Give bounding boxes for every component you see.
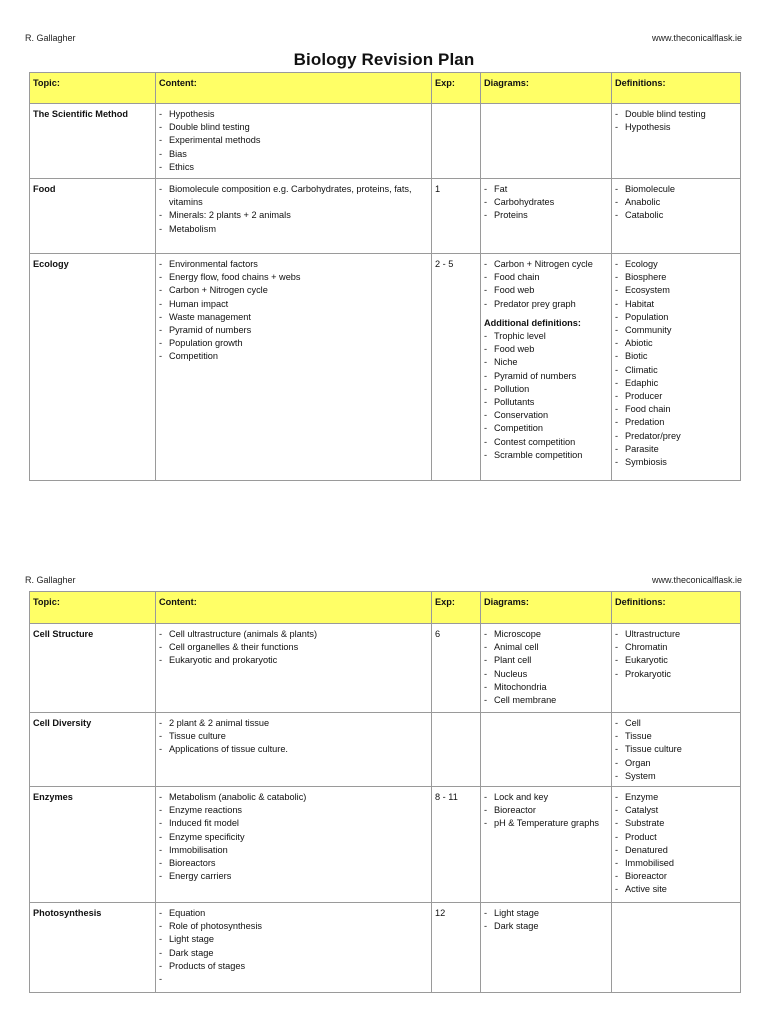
list-item: - Biomolecule	[615, 183, 737, 196]
col-header-definitions: Definitions:	[612, 73, 741, 104]
list-item: - Light stage	[484, 907, 608, 920]
dash-list	[159, 183, 428, 236]
dash-list	[159, 907, 428, 986]
list-item: - Experimental methods	[159, 134, 428, 147]
topic-cell: Enzymes	[30, 787, 156, 903]
table-row	[30, 787, 741, 903]
dash-list	[484, 330, 608, 462]
revision-table-1	[29, 72, 741, 481]
list-item: - Enzyme specificity	[159, 831, 428, 844]
list-item: - Parasite	[615, 443, 737, 456]
exp-cell: 6	[432, 624, 481, 713]
list-item: - Habitat	[615, 298, 737, 311]
list-item: - Plant cell	[484, 654, 608, 667]
topic-cell: Cell Diversity	[30, 713, 156, 787]
list-item: - Edaphic	[615, 377, 737, 390]
table-row	[30, 903, 741, 993]
list-item: - Hypothesis	[159, 108, 428, 121]
list-item: - Catalyst	[615, 804, 737, 817]
table-row	[30, 179, 741, 254]
list-item: - Eukaryotic and prokaryotic	[159, 654, 428, 667]
list-item: - Proteins	[484, 209, 608, 222]
dash-list	[484, 628, 608, 707]
topic-cell: Ecology	[30, 254, 156, 481]
page-title: Biology Revision Plan	[293, 50, 475, 69]
list-item: - Product	[615, 831, 737, 844]
col-header-topic: Topic:	[30, 73, 156, 104]
list-item: - Human impact	[159, 298, 428, 311]
col-header-diagrams: Diagrams:	[481, 592, 612, 624]
content-cell	[156, 713, 432, 787]
col-header-exp: Exp:	[432, 592, 481, 624]
list-item: - 2 plant & 2 animal tissue	[159, 717, 428, 730]
diagrams-cell	[481, 624, 612, 713]
additional-definitions-heading: Additional definitions:	[484, 317, 581, 328]
list-item: - Anabolic	[615, 196, 737, 209]
topic-cell: Photosynthesis	[30, 903, 156, 993]
list-item: - Producer	[615, 390, 737, 403]
definitions-cell	[612, 104, 741, 179]
table-row	[30, 254, 741, 481]
list-item: - Biosphere	[615, 271, 737, 284]
list-item: - System	[615, 770, 737, 783]
dash-list	[484, 183, 608, 223]
list-item: - Niche	[484, 356, 608, 369]
list-item: - Pyramid of numbers	[484, 370, 608, 383]
list-item: - Tissue culture	[615, 743, 737, 756]
col-header-definitions: Definitions:	[612, 592, 741, 624]
list-item: - Animal cell	[484, 641, 608, 654]
list-item: - Ecology	[615, 258, 737, 271]
list-item: - Double blind testing	[615, 108, 737, 121]
dash-list	[615, 791, 737, 897]
list-item: - Scramble competition	[484, 449, 608, 462]
list-item: - Ethics	[159, 161, 428, 174]
table-row	[30, 624, 741, 713]
topic-cell: Food	[30, 179, 156, 254]
list-item: - Contest competition	[484, 436, 608, 449]
list-item: - Immobilised	[615, 857, 737, 870]
list-item: - Immobilisation	[159, 844, 428, 857]
diagrams-cell	[481, 179, 612, 254]
exp-cell: 2 - 5	[432, 254, 481, 481]
author-label: R. Gallagher	[25, 33, 76, 43]
list-item: - Dark stage	[159, 947, 428, 960]
table-row	[30, 104, 741, 179]
list-item: - Products of stages	[159, 960, 428, 973]
definitions-cell	[612, 787, 741, 903]
list-item: - Food web	[484, 284, 608, 297]
list-item: - Carbon + Nitrogen cycle	[159, 284, 428, 297]
diagrams-cell	[481, 903, 612, 993]
list-item: - Environmental factors	[159, 258, 428, 271]
list-item: - Ecosystem	[615, 284, 737, 297]
exp-cell: 12	[432, 903, 481, 993]
list-item: - Hypothesis	[615, 121, 737, 134]
content-cell	[156, 903, 432, 993]
list-item: - Applications of tissue culture.	[159, 743, 428, 756]
list-item: - Competition	[159, 350, 428, 363]
list-item: - Substrate	[615, 817, 737, 830]
list-item: - Predator prey graph	[484, 298, 608, 311]
topic-cell: Cell Structure	[30, 624, 156, 713]
table-header-row	[30, 73, 741, 104]
list-item: - Energy flow, food chains + webs	[159, 271, 428, 284]
list-item: - Dark stage	[484, 920, 608, 933]
list-item: - Cell organelles & their functions	[159, 641, 428, 654]
list-item: - Tissue culture	[159, 730, 428, 743]
list-item: - Bioreactors	[159, 857, 428, 870]
list-item: - Biomolecule composition e.g. Carbohydrates, proteins, fats, vitamins	[159, 183, 428, 209]
dash-list	[484, 258, 608, 311]
topic-cell: The Scientific Method	[30, 104, 156, 179]
content-cell	[156, 104, 432, 179]
list-item: - Climatic	[615, 364, 737, 377]
list-item: - Cell ultrastructure (animals & plants)	[159, 628, 428, 641]
dash-list	[615, 258, 737, 469]
diagrams-cell	[481, 254, 612, 481]
dash-list	[615, 108, 737, 134]
author-label: R. Gallagher	[25, 575, 76, 585]
list-item: - Bioreactor	[484, 804, 608, 817]
col-header-topic: Topic:	[30, 592, 156, 624]
exp-cell: 8 - 11	[432, 787, 481, 903]
list-item: - Biotic	[615, 350, 737, 363]
list-item: - Eukaryotic	[615, 654, 737, 667]
list-item: - Prokaryotic	[615, 668, 737, 681]
list-item	[159, 973, 428, 986]
list-item: - Population	[615, 311, 737, 324]
list-item: - Equation	[159, 907, 428, 920]
list-item: - Role of photosynthesis	[159, 920, 428, 933]
website-label: www.theconicalflask.ie	[651, 33, 742, 43]
list-item: - Light stage	[159, 933, 428, 946]
definitions-cell	[612, 624, 741, 713]
list-item: - Food web	[484, 343, 608, 356]
diagrams-cell	[481, 787, 612, 903]
exp-cell	[432, 713, 481, 787]
content-cell	[156, 787, 432, 903]
definitions-cell	[612, 713, 741, 787]
content-cell	[156, 179, 432, 254]
list-item: - Pollutants	[484, 396, 608, 409]
list-item: - Cell membrane	[484, 694, 608, 707]
list-item: - Predator/prey	[615, 430, 737, 443]
list-item: - Microscope	[484, 628, 608, 641]
exp-cell: 1	[432, 179, 481, 254]
revision-table-2	[29, 591, 741, 993]
list-item: - pH & Temperature graphs	[484, 817, 608, 830]
list-item: - Waste management	[159, 311, 428, 324]
col-header-exp: Exp:	[432, 73, 481, 104]
list-item: - Pollution	[484, 383, 608, 396]
list-item: - Double blind testing	[159, 121, 428, 134]
diagrams-cell	[481, 713, 612, 787]
exp-cell	[432, 104, 481, 179]
dash-list	[159, 717, 428, 757]
list-item: - Enzyme	[615, 791, 737, 804]
dash-list	[159, 258, 428, 364]
list-item: - Lock and key	[484, 791, 608, 804]
dash-list	[615, 183, 737, 223]
list-item: - Predation	[615, 416, 737, 429]
list-item: - Bioreactor	[615, 870, 737, 883]
list-item: - Food chain	[484, 271, 608, 284]
list-item: - Organ	[615, 757, 737, 770]
table-row	[30, 713, 741, 787]
dash-list	[484, 791, 608, 831]
list-item: - Trophic level	[484, 330, 608, 343]
list-item: - Food chain	[615, 403, 737, 416]
list-item: - Community	[615, 324, 737, 337]
list-item: - Population growth	[159, 337, 428, 350]
col-header-diagrams: Diagrams:	[481, 73, 612, 104]
dash-list	[484, 907, 608, 933]
list-item: - Mitochondria	[484, 681, 608, 694]
table-header-row	[30, 592, 741, 624]
list-item: - Active site	[615, 883, 737, 896]
list-item: - Bias	[159, 148, 428, 161]
list-item: - Symbiosis	[615, 456, 737, 469]
dash-list	[615, 628, 737, 681]
list-item: - Energy carriers	[159, 870, 428, 883]
definitions-cell	[612, 903, 741, 993]
list-item: - Carbohydrates	[484, 196, 608, 209]
website-label: www.theconicalflask.ie	[651, 575, 742, 585]
list-item: - Pyramid of numbers	[159, 324, 428, 337]
list-item: - Enzyme reactions	[159, 804, 428, 817]
list-item: - Metabolism	[159, 223, 428, 236]
col-header-content: Content:	[156, 73, 432, 104]
dash-list	[159, 791, 428, 883]
dash-list	[615, 717, 737, 783]
list-item: - Minerals: 2 plants + 2 animals	[159, 209, 428, 222]
list-item: - Competition	[484, 422, 608, 435]
col-header-content: Content:	[156, 592, 432, 624]
dash-list	[159, 108, 428, 174]
list-item: - Carbon + Nitrogen cycle	[484, 258, 608, 271]
list-item: - Cell	[615, 717, 737, 730]
list-item: - Chromatin	[615, 641, 737, 654]
list-item: - Catabolic	[615, 209, 737, 222]
content-cell	[156, 624, 432, 713]
dash-list	[159, 628, 428, 668]
list-item: - Induced fit model	[159, 817, 428, 830]
list-item: - Denatured	[615, 844, 737, 857]
list-item: - Nucleus	[484, 668, 608, 681]
list-item: - Metabolism (anabolic & catabolic)	[159, 791, 428, 804]
list-item: - Fat	[484, 183, 608, 196]
list-item: - Abiotic	[615, 337, 737, 350]
definitions-cell	[612, 179, 741, 254]
content-cell	[156, 254, 432, 481]
definitions-cell	[612, 254, 741, 481]
list-item: - Conservation	[484, 409, 608, 422]
list-item: - Tissue	[615, 730, 737, 743]
diagrams-cell	[481, 104, 612, 179]
list-item: - Ultrastructure	[615, 628, 737, 641]
